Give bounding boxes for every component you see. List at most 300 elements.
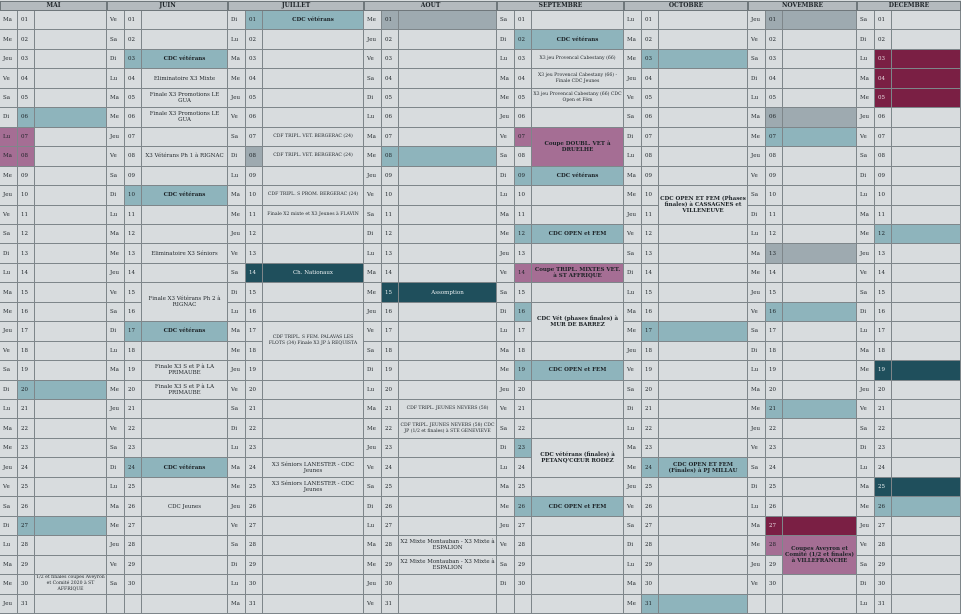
event-cell[interactable]: CDF TRIPL. S FEM. PALAVAS LES FLOTS (34) Finale X3 JP à REQUISTA [263,322,364,361]
day-number-cell: 12 [246,225,263,244]
event-cell[interactable] [659,244,748,263]
event-cell[interactable] [263,497,364,516]
event-cell[interactable] [892,50,961,69]
event-cell[interactable]: X3 Séniors LANESTER - CDC Jeunes [263,478,364,497]
event-cell[interactable] [35,342,107,361]
event-cell[interactable] [142,595,228,614]
event-cell[interactable]: Finale X3 S et P à LA PRIMAUBE [142,361,228,380]
event-cell[interactable] [892,575,961,594]
day-number-cell: 13 [642,244,659,263]
event-cell[interactable] [783,517,857,536]
event-cell[interactable] [263,303,364,322]
event-cell[interactable] [263,595,364,614]
weekday-cell: Jeu [107,128,125,147]
event-cell[interactable] [142,400,228,419]
event-cell[interactable] [892,283,961,302]
event-cell[interactable] [35,186,107,205]
event-cell[interactable]: CDC Jeunes [142,497,228,516]
event-cell[interactable] [142,225,228,244]
day-number-cell: 18 [642,342,659,361]
weekday-cell: Sa [497,147,515,166]
event-cell[interactable] [263,225,364,244]
event-cell[interactable] [263,50,364,69]
event-cell[interactable]: Assomption [399,283,497,302]
event-cell[interactable]: CDC vétérans [142,186,228,205]
event-cell[interactable] [659,517,748,536]
event-cell[interactable] [35,400,107,419]
event-cell[interactable]: Finale X3 Promotions LE GUA [142,89,228,108]
weekday-cell: Jeu [857,381,875,400]
weekday-cell: Sa [857,11,875,30]
day-number-cell: 23 [246,439,263,458]
day-number-cell: 31 [18,595,35,614]
event-cell[interactable] [35,458,107,477]
weekday-cell: Di [748,206,766,225]
day-number-cell: 12 [18,225,35,244]
event-cell[interactable] [399,167,497,186]
day-number-cell: 09 [246,167,263,186]
event-cell[interactable] [659,50,748,69]
event-cell[interactable] [892,556,961,575]
event-cell[interactable] [892,497,961,516]
event-cell[interactable]: Eliminatoire X3 Mixte [142,69,228,88]
event-cell[interactable] [263,89,364,108]
event-cell[interactable]: CDC OPEN et FEM [532,225,624,244]
day-number-cell: 13 [18,244,35,263]
event-cell[interactable] [263,536,364,555]
event-cell[interactable] [35,536,107,555]
weekday-cell: Sa [107,439,125,458]
event-cell[interactable] [35,108,107,127]
event-cell[interactable] [532,400,624,419]
weekday-cell: Me [228,342,246,361]
day-number-cell: 29 [515,556,532,575]
event-cell[interactable] [783,264,857,283]
weekday-cell: Jeu [624,478,642,497]
weekday-cell: Lu [107,69,125,88]
event-cell[interactable] [783,108,857,127]
event-cell[interactable] [35,50,107,69]
event-cell[interactable] [142,439,228,458]
event-cell[interactable]: CDC vétérans [532,167,624,186]
event-cell[interactable] [783,283,857,302]
event-cell[interactable] [263,400,364,419]
event-cell[interactable] [892,439,961,458]
weekday-cell: Sa [0,89,18,108]
event-cell[interactable]: CDC OPEN et FEM [532,361,624,380]
day-number-cell: 13 [246,244,263,263]
weekday-cell: Ve [364,50,382,69]
event-cell[interactable] [399,361,497,380]
event-cell[interactable]: Coupe TRIPL. MIXTES VET. à ST AFFRIQUE [532,264,624,283]
event-cell[interactable] [892,478,961,497]
event-cell[interactable] [892,30,961,49]
event-cell[interactable] [263,361,364,380]
event-cell[interactable] [659,595,748,614]
weekday-cell: Di [228,419,246,438]
event-cell[interactable] [892,458,961,477]
weekday-cell: Jeu [624,206,642,225]
event-cell[interactable]: Finale X2 mixte et X3 Jeunes à FLAVIN [263,206,364,225]
event-cell[interactable]: CDC OPEN ET FEM (Finales) à PJ MILLAU [659,458,748,477]
event-cell[interactable]: CDF TRIPL. VET. BERGERAC (24) [263,128,364,147]
event-cell[interactable] [783,225,857,244]
event-cell[interactable]: CDC OPEN et FEM [532,497,624,516]
event-cell[interactable] [532,342,624,361]
weekday-cell: Lu [748,361,766,380]
weekday-cell: Ve [0,206,18,225]
event-cell[interactable] [399,517,497,536]
event-cell[interactable] [263,517,364,536]
event-cell[interactable] [892,303,961,322]
event-cell[interactable] [532,556,624,575]
weekday-cell: Lu [748,497,766,516]
event-cell[interactable] [399,244,497,263]
event-cell[interactable]: Finale X3 Vétérans Ph 2 à RIGNAC [142,283,228,322]
event-cell[interactable] [532,381,624,400]
weekday-cell: Me [748,400,766,419]
event-cell[interactable]: X2 Mixte Montauban - X3 Mixte à ESPALION [399,536,497,555]
event-cell[interactable]: CDF TRIPL. VET. BERGERAC (24) [263,147,364,166]
event-cell[interactable] [35,30,107,49]
event-cell[interactable]: CDC vétérans [532,30,624,49]
event-cell[interactable] [532,595,624,614]
weekday-cell: Ma [497,342,515,361]
event-cell[interactable]: Finale X3 Promotions LE GUA [142,108,228,127]
event-cell[interactable] [142,206,228,225]
weekday-cell: Lu [748,89,766,108]
event-cell[interactable] [783,244,857,263]
event-cell[interactable] [659,361,748,380]
event-cell[interactable] [263,381,364,400]
event-cell[interactable] [263,69,364,88]
event-cell[interactable] [892,89,961,108]
event-cell[interactable]: Finale X3 S et P à LA PRIMAUBE [142,381,228,400]
weekday-cell: Di [228,556,246,575]
event-cell[interactable] [892,595,961,614]
event-cell[interactable]: CDC vétérans (finales) à PETANQ'CŒUR RODEZ [532,439,624,478]
event-cell[interactable] [783,497,857,516]
event-cell[interactable] [35,167,107,186]
event-cell[interactable] [783,186,857,205]
event-cell[interactable] [35,478,107,497]
event-cell[interactable]: Eliminatoire X3 Séniors [142,244,228,263]
event-cell[interactable] [399,264,497,283]
event-cell[interactable]: X3 jeu Provencal Cabestany (66) [532,50,624,69]
event-cell[interactable] [399,30,497,49]
event-cell[interactable]: CDC OPEN ET FEM (Phases finales) à CASSAGNES et VILLENEUVE [659,186,748,225]
event-cell[interactable] [263,419,364,438]
event-cell[interactable] [399,439,497,458]
event-cell[interactable] [35,381,107,400]
event-cell[interactable] [399,458,497,477]
event-cell[interactable] [892,186,961,205]
weekday-cell: Di [107,322,125,341]
event-cell[interactable] [783,30,857,49]
event-cell[interactable] [892,11,961,30]
event-cell[interactable] [892,381,961,400]
event-cell[interactable]: X3 jeu Provencal Cabestany (66) CDC Open et Fém [532,89,624,108]
day-number-cell: 30 [382,575,399,594]
event-cell[interactable] [892,322,961,341]
event-cell[interactable] [659,381,748,400]
event-cell[interactable] [659,167,748,186]
event-cell[interactable] [532,206,624,225]
event-cell[interactable] [783,381,857,400]
event-cell[interactable]: 1/2 et finales coupes Aveyron et Comité 2020 à ST AFFRIQUE [35,575,107,594]
event-cell[interactable] [35,595,107,614]
event-cell[interactable]: CDC vétérans [142,322,228,341]
event-cell[interactable] [142,167,228,186]
event-cell[interactable] [399,303,497,322]
event-cell[interactable] [783,303,857,322]
event-cell[interactable] [892,167,961,186]
day-number-cell: 30 [515,575,532,594]
weekday-cell: Sa [857,283,875,302]
event-cell[interactable] [399,322,497,341]
event-cell[interactable]: CDF TRIPL. S PROM. BERGERAC (24) [263,186,364,205]
event-cell[interactable]: X3 jeu Provencal Cabestany (66) - Finale CDC Jeunes [532,69,624,88]
event-cell[interactable] [35,128,107,147]
event-cell[interactable] [783,11,857,30]
event-cell[interactable] [892,225,961,244]
event-cell[interactable] [659,556,748,575]
event-cell[interactable] [783,361,857,380]
event-cell[interactable] [892,244,961,263]
event-cell[interactable] [399,206,497,225]
event-cell[interactable] [532,478,624,497]
event-cell[interactable] [783,342,857,361]
event-cell[interactable]: X3 Vétérans Ph 1 à RIGNAC [142,147,228,166]
weekday-cell: Lu [624,147,642,166]
event-cell[interactable] [263,439,364,458]
event-cell[interactable] [142,556,228,575]
event-cell[interactable]: CDF TRIPL. JEUNES NEVERS (58) CDC JP (1/2 et finales) à STE GENEVIEVE [399,419,497,438]
event-cell[interactable] [142,342,228,361]
day-number-cell: 16 [642,303,659,322]
event-cell[interactable] [783,478,857,497]
event-cell[interactable] [783,419,857,438]
event-cell[interactable] [659,536,748,555]
event-cell[interactable] [263,108,364,127]
weekday-cell: Lu [624,283,642,302]
event-cell[interactable] [35,283,107,302]
event-cell[interactable] [532,186,624,205]
event-cell[interactable] [142,264,228,283]
event-cell[interactable] [35,206,107,225]
day-number-cell: 11 [246,206,263,225]
event-cell[interactable]: CDC vétérans [142,50,228,69]
event-cell[interactable] [142,11,228,30]
day-number-cell: 12 [766,225,783,244]
day-number-cell: 20 [382,381,399,400]
event-cell[interactable] [659,69,748,88]
event-cell[interactable] [892,536,961,555]
event-cell[interactable] [783,595,857,614]
day-number-cell: 24 [515,458,532,477]
event-cell[interactable] [532,283,624,302]
day-number-cell: 07 [642,128,659,147]
event-cell[interactable] [399,69,497,88]
event-cell[interactable] [659,128,748,147]
day-number-cell: 02 [642,30,659,49]
event-cell[interactable] [399,225,497,244]
event-cell[interactable] [783,167,857,186]
weekday-cell: Ve [748,303,766,322]
event-cell[interactable] [532,575,624,594]
event-cell[interactable] [263,30,364,49]
event-cell[interactable] [35,11,107,30]
event-cell[interactable] [783,575,857,594]
event-cell[interactable] [399,89,497,108]
event-cell[interactable] [35,517,107,536]
event-cell[interactable] [142,536,228,555]
event-cell[interactable] [35,322,107,341]
weekday-cell: Lu [228,575,246,594]
event-cell[interactable] [659,419,748,438]
event-cell[interactable] [399,595,497,614]
event-cell[interactable] [399,342,497,361]
event-cell[interactable] [35,303,107,322]
weekday-cell: Lu [497,186,515,205]
event-cell[interactable] [399,50,497,69]
event-cell[interactable] [783,147,857,166]
event-cell[interactable] [892,206,961,225]
event-cell[interactable]: CDC vétérans [263,11,364,30]
event-cell[interactable]: X2 Mixte Montauban - X3 Mixte à ESPALION [399,556,497,575]
event-cell[interactable] [659,108,748,127]
event-cell[interactable] [399,186,497,205]
event-cell[interactable] [35,264,107,283]
event-cell[interactable] [142,30,228,49]
day-number-cell: 20 [766,381,783,400]
event-cell[interactable] [35,439,107,458]
event-cell[interactable] [659,400,748,419]
event-cell[interactable] [783,458,857,477]
event-cell[interactable] [532,517,624,536]
event-cell[interactable] [532,419,624,438]
event-cell[interactable] [892,128,961,147]
day-number-cell: 07 [382,128,399,147]
day-number-cell: 09 [382,167,399,186]
event-cell[interactable] [892,108,961,127]
event-cell[interactable] [532,11,624,30]
event-cell[interactable] [142,517,228,536]
weekday-cell: Lu [364,381,382,400]
event-cell[interactable] [532,108,624,127]
event-cell[interactable] [142,419,228,438]
event-cell[interactable] [142,478,228,497]
event-cell[interactable] [399,497,497,516]
event-cell[interactable] [892,342,961,361]
event-cell[interactable] [659,478,748,497]
day-number-cell: 04 [515,69,532,88]
event-cell[interactable] [783,206,857,225]
event-cell[interactable] [659,303,748,322]
event-cell[interactable] [263,283,364,302]
event-cell[interactable] [532,536,624,555]
day-number-cell: 16 [515,303,532,322]
event-cell[interactable] [659,225,748,244]
event-cell[interactable] [35,89,107,108]
event-cell[interactable] [659,322,748,341]
event-cell[interactable]: CDC Vét (phases finales) à MUR DE BARREZ [532,303,624,342]
event-cell[interactable] [35,225,107,244]
event-cell[interactable] [783,322,857,341]
event-cell[interactable] [142,575,228,594]
event-cell[interactable] [659,89,748,108]
event-cell[interactable] [783,439,857,458]
weekday-cell: Di [364,89,382,108]
event-cell[interactable]: Coupe DOUBL. VET à DRUELHE [532,128,624,167]
weekday-cell: Me [107,108,125,127]
event-cell[interactable] [399,147,497,166]
event-cell[interactable] [659,283,748,302]
event-cell[interactable] [659,264,748,283]
event-cell[interactable] [35,244,107,263]
event-cell[interactable] [35,361,107,380]
event-cell[interactable]: CDF TRIPL. JEUNES NEVERS (58) [399,400,497,419]
event-cell[interactable] [399,478,497,497]
event-cell[interactable] [532,244,624,263]
event-cell[interactable] [263,244,364,263]
day-number-cell: 19 [125,361,142,380]
event-cell[interactable]: Ch. Nationaux [263,264,364,283]
event-cell[interactable] [399,108,497,127]
day-number-cell: 16 [125,303,142,322]
event-cell[interactable] [399,381,497,400]
event-cell[interactable] [892,517,961,536]
event-cell[interactable] [892,69,961,88]
event-cell[interactable] [142,128,228,147]
event-cell[interactable] [263,167,364,186]
weekday-cell: Ma [107,225,125,244]
event-cell[interactable] [783,128,857,147]
event-cell[interactable] [783,69,857,88]
event-cell[interactable] [35,497,107,516]
event-cell[interactable] [659,497,748,516]
event-cell[interactable] [35,419,107,438]
weekday-cell: Me [364,283,382,302]
event-cell[interactable] [35,147,107,166]
event-cell[interactable] [659,30,748,49]
event-cell[interactable] [783,50,857,69]
event-cell[interactable] [892,147,961,166]
event-cell[interactable]: Coupes Aveyron et Comité (1/2 et finales) à VILLEFRANCHE [783,536,857,575]
day-number-cell: 30 [766,575,783,594]
event-cell[interactable] [892,264,961,283]
event-cell[interactable] [35,69,107,88]
event-cell[interactable] [399,11,497,30]
event-cell[interactable] [399,128,497,147]
event-cell[interactable] [659,147,748,166]
event-cell[interactable] [659,342,748,361]
event-cell[interactable] [263,556,364,575]
event-cell[interactable] [783,89,857,108]
event-cell[interactable] [892,361,961,380]
event-cell[interactable] [399,575,497,594]
event-cell[interactable] [783,400,857,419]
event-cell[interactable]: CDC vétérans [142,458,228,477]
event-cell[interactable] [35,556,107,575]
event-cell[interactable] [263,575,364,594]
event-cell[interactable] [892,400,961,419]
event-cell[interactable] [659,11,748,30]
event-cell[interactable] [659,439,748,458]
event-cell[interactable]: X3 Séniors LANESTER - CDC Jeunes [263,458,364,477]
event-cell[interactable] [892,419,961,438]
event-cell[interactable] [659,575,748,594]
